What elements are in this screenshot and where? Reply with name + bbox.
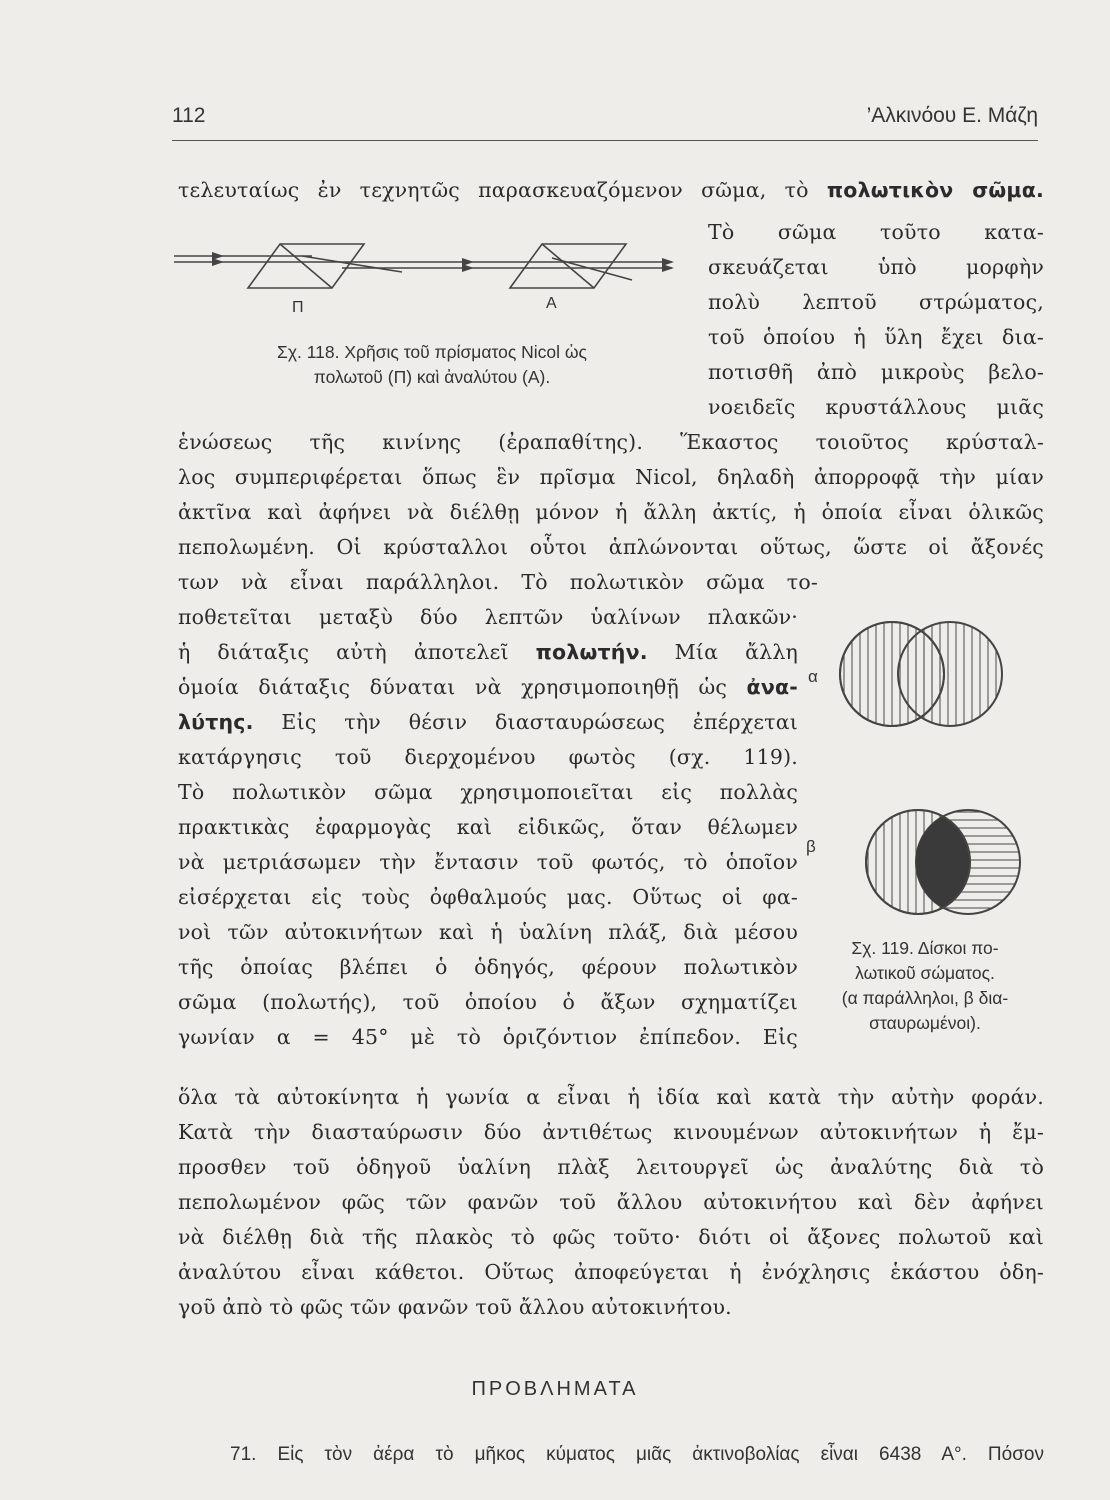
page-number: 112	[172, 104, 206, 127]
caption-line: Σχ. 118. Χρῆσις τοῦ πρίσματος Nicol ὡς	[277, 342, 587, 362]
bold-term: ἀνα-	[746, 675, 798, 699]
text-line: εἰσέρχεται εἰς τοὺς ὀφθαλμούς μας. Οὕτως οἱ φα-	[178, 885, 798, 909]
label-beta: β	[806, 837, 816, 856]
text-span: ὁμοία διάταξις δύναται νὰ χρησιμοποιηθῇ ὡς	[178, 675, 747, 699]
text-line: ἑνώσεως τῆς κινίνης (ἐραπαθίτης). Ἕκαστος τοιοῦτος κρύσταλ-	[178, 430, 1044, 454]
text-line: σκευάζεται ὑπὸ μορφὴν	[708, 255, 1044, 279]
bold-term: πολωτήν.	[535, 640, 648, 664]
text-span: τελευταίως ἐν τεχνητῶς παρασκευαζόμενον σῶμα, τὸ	[178, 178, 827, 202]
text-span: ἡ διάταξις αὐτὴ ἀποτελεῖ	[178, 640, 536, 664]
text-line: τοῦ ὁποίου ἡ ὕλη ἔχει δια-	[708, 325, 1044, 349]
text-line: πολὺ λεπτοῦ στρώματος,	[708, 290, 1044, 314]
text-line: ἀκτῖνα καὶ ἀφήνει νὰ διέλθῃ μόνον ἡ ἄλλη ἀκτίς, ἡ ὁποία εἶναι ὁλικῶς	[178, 500, 1044, 524]
text-line: πεπολωμένον φῶς τῶν φανῶν τοῦ ἄλλου αὐτοκινήτου καὶ δὲν ἀφήνει	[178, 1190, 1044, 1214]
text-line: ποθετεῖται μεταξὺ δύο λεπτῶν ὑαλίνων πλακῶν·	[178, 605, 798, 629]
figure-119-polarizing-disks	[800, 608, 1040, 928]
header-rule	[172, 140, 1038, 141]
text-line: προσθεν τοῦ ὁδηγοῦ ὑαλίνη πλὰξ λειτουργεῖ ὡς ἀναλύτης διὰ τὸ	[178, 1155, 1044, 1179]
text-line: Τὸ πολωτικὸν σῶμα χρησιμοποιεῖται εἰς πολλὰς	[178, 780, 798, 804]
caption-line: σταυρωμένοι).	[869, 1013, 981, 1033]
text-line: πεπολωμένη. Οἱ κρύσταλλοι οὗτοι ἁπλώνονται οὕτως, ὥστε οἱ ἄξονές	[178, 535, 1044, 559]
text-span: Μία ἄλλη	[647, 640, 798, 664]
figure-119-caption	[800, 936, 1050, 1036]
text-line: γοῦ ἀπὸ τὸ φῶς τῶν φανῶν τοῦ ἄλλου αὐτοκινήτου.	[178, 1295, 732, 1319]
text-line: τῆς ὁποίας βλέπει ὁ ὁδηγός, φέρουν πολωτικὸν	[178, 955, 798, 979]
text-line: πρακτικὰς ἐφαρμογὰς καὶ εἰδικῶς, ὅταν θέλωμεν	[178, 815, 798, 839]
caption-line: πολωτοῦ (Π) καὶ ἀναλύτου (Α).	[313, 367, 551, 387]
bold-term: πολωτικὸν σῶμα.	[826, 178, 1044, 202]
text-span: Εἰς τὴν θέσιν διασταυρώσεως ἐπέρχεται	[253, 710, 798, 734]
text-line: των νὰ εἶναι παράλληλοι. Τὸ πολωτικὸν σῶμα το-	[178, 570, 818, 594]
caption-line: Σχ. 119. Δίσκοι πο-	[851, 938, 999, 958]
text-line: νὰ μετριάσωμεν τὴν ἔντασιν τοῦ φωτός, τὸ ὁποῖον	[178, 850, 798, 874]
text-line: Κατὰ τὴν διασταύρωσιν δύο ἀντιθέτως κινουμένων αὐτοκινήτων ἡ ἔμ-	[178, 1120, 1044, 1144]
caption-line: (α παράλληλοι, β δια-	[841, 988, 1009, 1008]
text-line: νὰ διέλθῃ διὰ τῆς πλακὸς τὸ φῶς τοῦτο· διότι οἱ ἄξονες πολωτοῦ καὶ	[178, 1225, 1044, 1249]
caption-line: λωτικοῦ σώματος.	[855, 963, 995, 983]
label-alpha: α	[808, 667, 818, 686]
text-line	[178, 176, 1044, 204]
bold-term: λύτης.	[178, 710, 254, 734]
problem-71: 71. Εἰς τὸν ἀέρα τὸ μῆκος κύματος μιᾶς ἀκτινοβολίας εἶναι 6438 Α°. Πόσον	[230, 1444, 1044, 1465]
problems-heading: ΠΡΟΒΛΗΜΑΤΑ	[471, 1378, 639, 1400]
text-line: ἀναλύτου εἶναι κάθετοι. Οὕτως ἀποφεύγεται ἡ ἐνόχλησις ἑκάστου ὁδη-	[178, 1260, 1044, 1284]
text-line: σῶμα (πολωτής), τοῦ ὁποίου ὁ ἄξων σχηματίζει	[178, 990, 798, 1014]
text-line: γωνίαν α = 45° μὲ τὸ ὁριζόντιον ἐπίπεδον. Εἰς	[178, 1025, 798, 1049]
text-line: λος συμπεριφέρεται ὅπως ἓν πρῖσμα Nicol, δηλαδὴ ἀπορροφᾷ τὴν μίαν	[178, 465, 1044, 489]
text-line: Τὸ σῶμα τοῦτο κατα-	[708, 220, 1044, 244]
text-line: ποτισθῆ ἀπὸ μικροὺς βελο-	[708, 360, 1044, 384]
label-analyzer: Α	[546, 295, 557, 312]
text-line	[178, 673, 798, 701]
text-line	[178, 708, 798, 736]
text-line: νοὶ τῶν αὐτοκινήτων καὶ ἡ ὑαλίνη πλάξ, διὰ μέσου	[178, 920, 798, 944]
text-line: ὅλα τὰ αὐτοκίνητα ἡ γωνία α εἶναι ἡ ἰδία καὶ κατὰ τὴν αὐτὴν φοράν.	[178, 1085, 1044, 1109]
figure-118-caption	[172, 340, 692, 390]
text-line: νοειδεῖς κρυστάλλους μιᾶς	[708, 395, 1044, 419]
figure-118-nicol-prisms	[172, 232, 692, 322]
running-header-author: ’Αλκινόου Ε. Μάζη	[866, 104, 1038, 127]
label-polarizer: Π	[292, 299, 304, 316]
text-line	[178, 638, 798, 666]
text-line: κατάργησις τοῦ διερχομένου φωτὸς (σχ. 119).	[178, 745, 798, 769]
